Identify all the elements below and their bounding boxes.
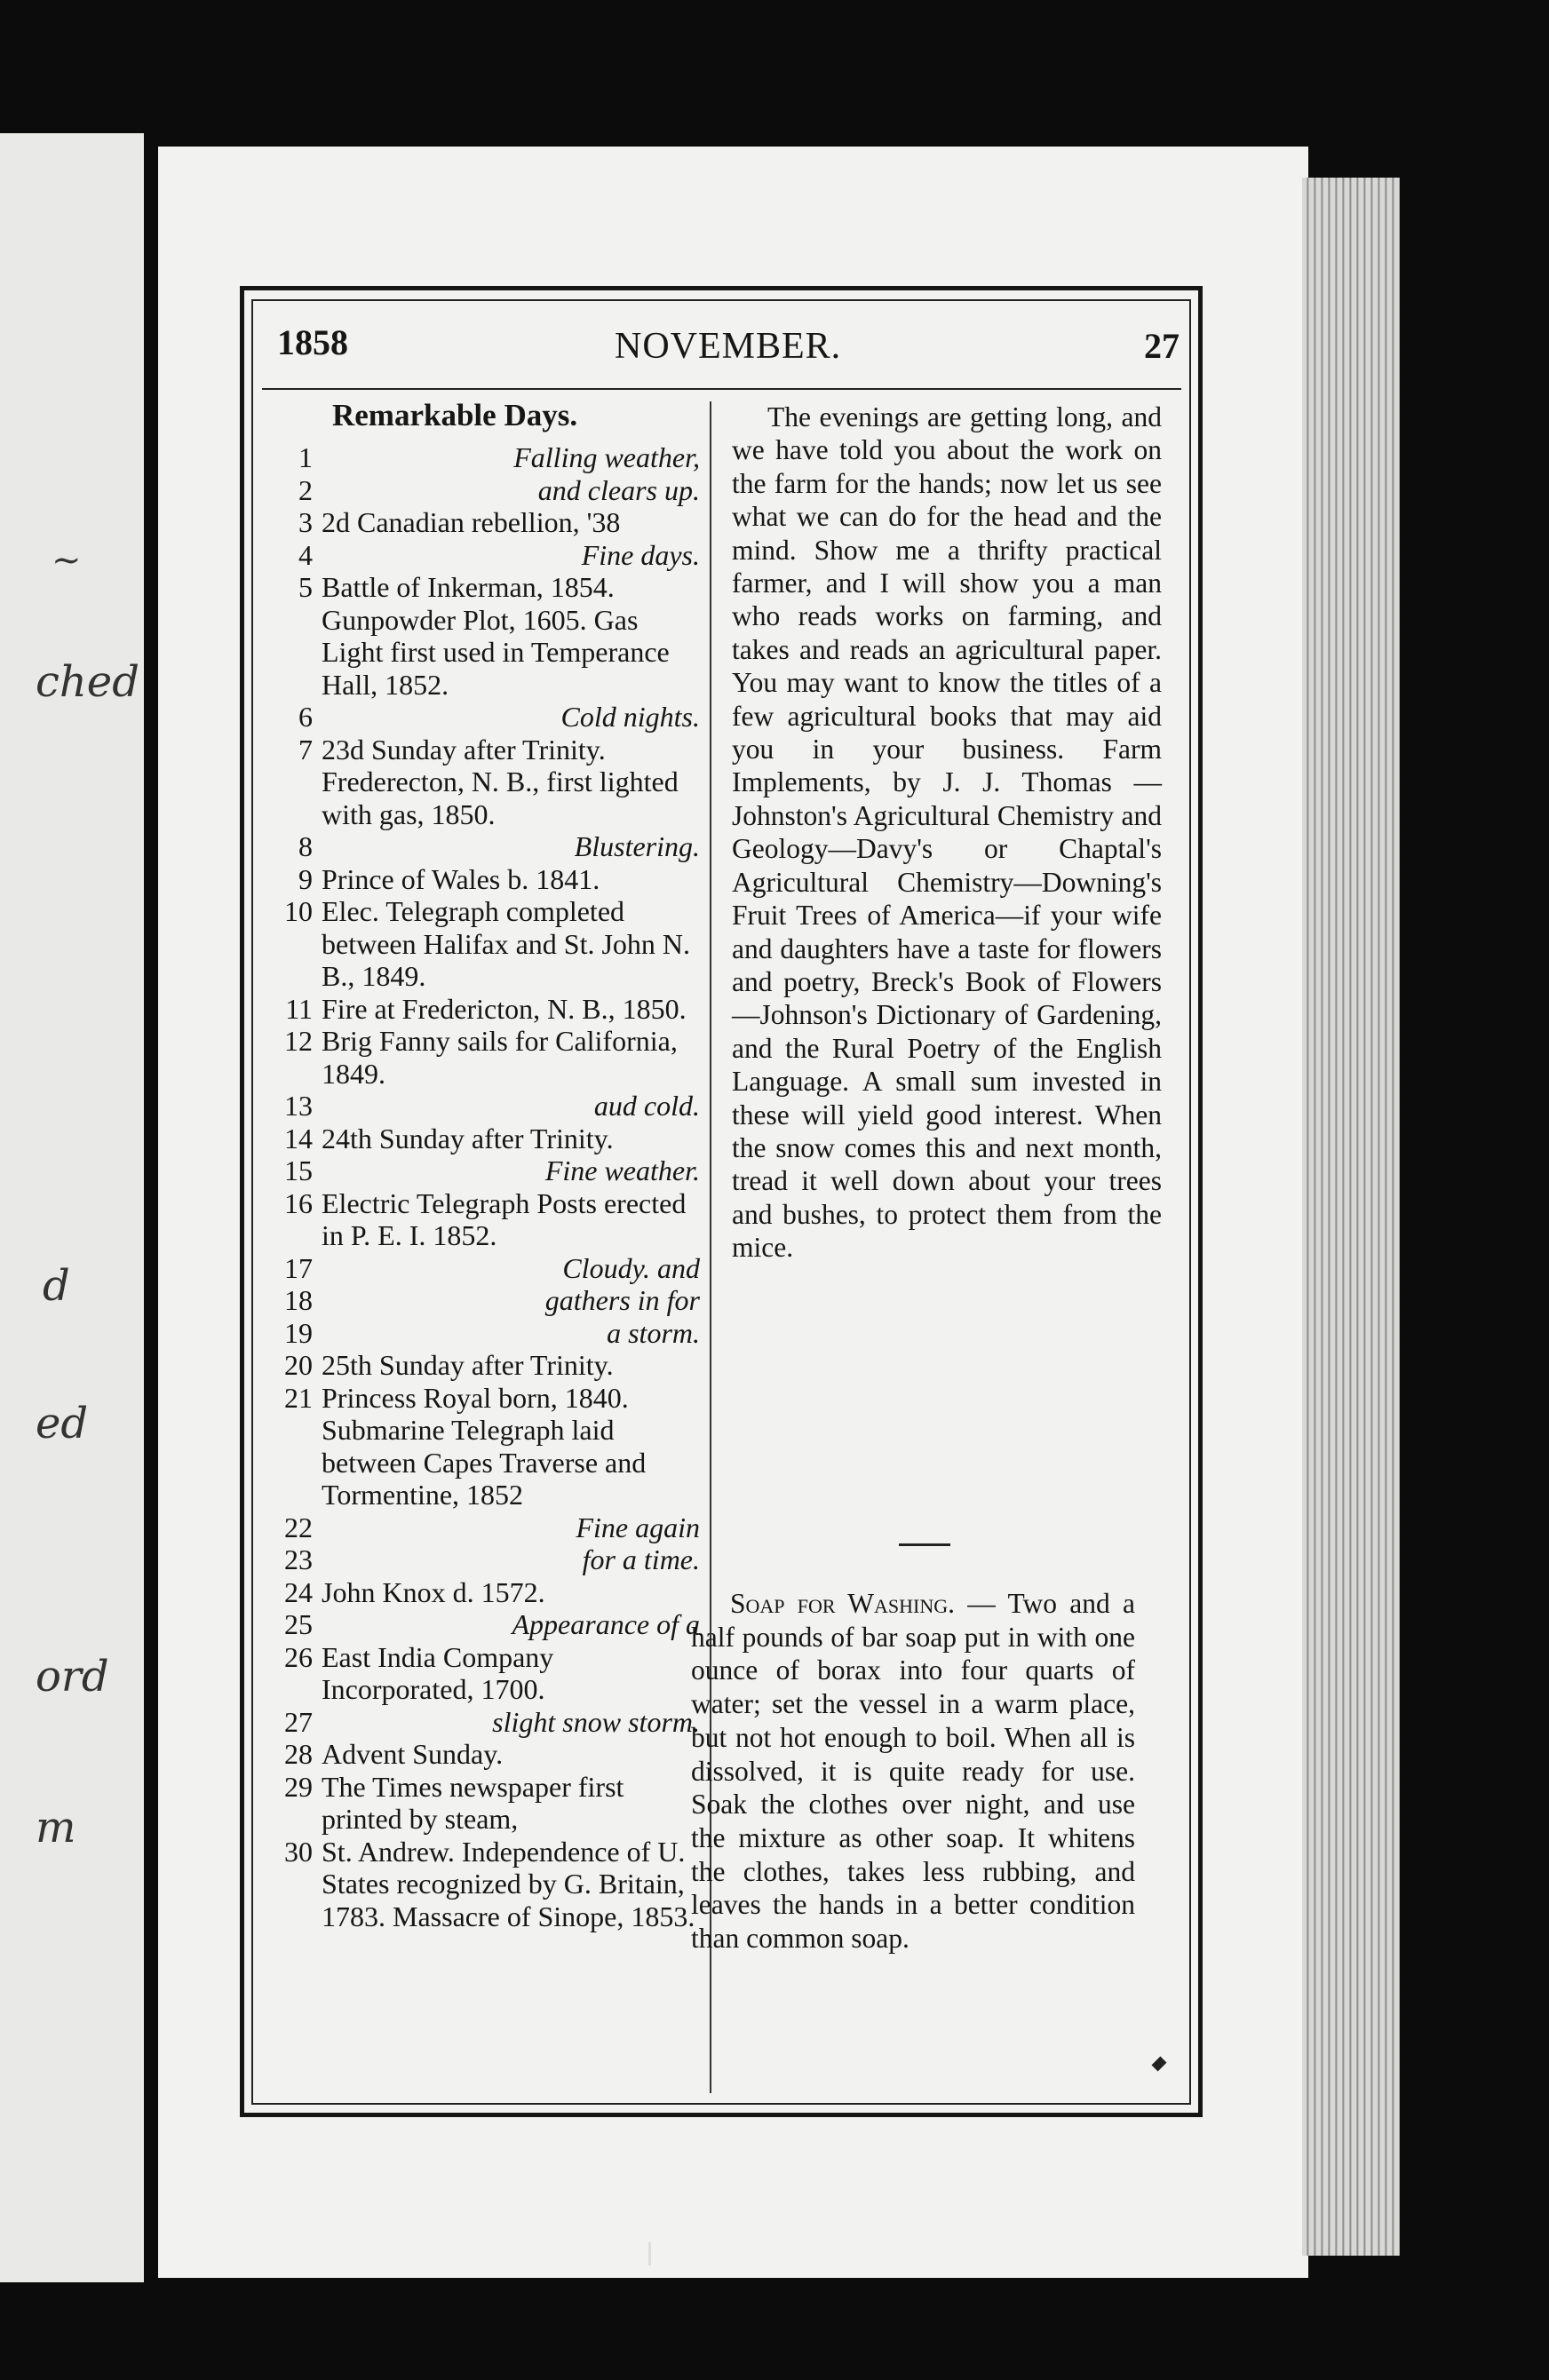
day-number: 25: [284, 1608, 313, 1640]
margin-speck: [648, 2242, 651, 2265]
day-entry: [256, 539, 700, 572]
day-entry: [256, 1511, 700, 1544]
day-entry: [256, 1608, 700, 1641]
day-entry: [256, 1025, 700, 1090]
day-entry: [256, 1317, 700, 1350]
day-number: 13: [284, 1090, 313, 1122]
day-entry: [256, 1123, 700, 1155]
day-entry: [256, 1090, 700, 1123]
day-entry: [256, 1187, 700, 1252]
day-event: Elec. Telegraph completed between Halifax and St. John N. B., 1849.: [322, 895, 691, 992]
day-event: Advent Sunday.: [322, 1738, 504, 1770]
day-number: 20: [284, 1349, 313, 1381]
weather-note: gathers in for: [544, 1284, 700, 1316]
facing-page: [0, 133, 144, 2282]
weather-note: Cloudy. and: [562, 1251, 700, 1284]
day-number: 27: [284, 1705, 313, 1738]
day-number: 23: [284, 1543, 313, 1575]
day-event: Prince of Wales b. 1841.: [322, 862, 600, 895]
days-list: [256, 441, 700, 1932]
day-number: 6: [298, 701, 313, 733]
day-event: East India Company Incorporated, 1700.: [322, 1640, 554, 1705]
day-number: 11: [285, 992, 313, 1025]
day-entry: [256, 734, 700, 831]
day-entry: [256, 1382, 700, 1511]
day-event: St. Andrew. Independence of U. States recognized by G. Britain, 1783. Massacre of Sinope, 1853.: [322, 1835, 695, 1932]
day-entry: [256, 701, 700, 734]
day-entry: [256, 1252, 700, 1285]
section-title: Remarkable Days.: [332, 398, 578, 432]
essay-paragraph: The evenings are getting long, and we have told you about the work on the farm for the hands; now let us see what we can do for the head and the mind. Show me a thrifty practical farmer, and I will show you a man who reads works on farming, and takes and reads an agricultural paper. You may want to know the titles of a few agricultural books that may aid you in your business. Farm Implements, by J. J. Thomas — Johnston's Agricultural Chemistry and Geology—Davy's or Chaptal's Agricultural Chemistry—Downing's Fruit Trees of America—if your wife and daughters have a taste for flowers and poetry, Breck's Book of Flowers—Johnson's Dictionary of Gardening, and the Rural Poetry of the English Language. A small sum invested in these will yield good interest. When the snow comes this and next month, tread it well down about your trees and bushes, to protect them from the mice.: [732, 401, 1162, 1264]
day-entry: [256, 830, 700, 863]
day-entry: [256, 993, 700, 1026]
day-number: 8: [298, 830, 313, 862]
day-entry: [256, 1284, 700, 1317]
handwriting-mark: ched: [36, 657, 139, 707]
day-entry: [256, 1543, 700, 1576]
day-number: 2: [298, 473, 313, 506]
essay-column: [732, 401, 1162, 1265]
day-event: John Knox d. 1572.: [322, 1575, 545, 1608]
weather-note: Cold nights.: [560, 701, 700, 733]
weather-note: Falling weather,: [513, 441, 700, 473]
day-event: Electric Telegraph Posts erected in P. E. I. 1852.: [322, 1186, 687, 1251]
day-event: 24th Sunday after Trinity.: [322, 1122, 614, 1154]
weather-note: Fine days.: [581, 538, 700, 571]
weather-note: a storm.: [607, 1316, 700, 1349]
day-number: 4: [298, 538, 313, 571]
day-entry: [256, 1738, 700, 1771]
day-entry: [256, 1154, 700, 1187]
day-event: Princess Royal born, 1840. Submarine Telegraph laid between Capes Traverse and Tormentine, 1852: [322, 1381, 647, 1511]
weather-note: slight snow storm.: [492, 1705, 700, 1738]
day-number: 1: [298, 441, 313, 473]
day-number: 14: [284, 1122, 313, 1154]
day-entry: [256, 441, 700, 474]
remarkable-days-column: [256, 388, 700, 1932]
handwriting-mark: ~: [52, 540, 82, 581]
page-header: [277, 321, 1180, 371]
day-number: 7: [298, 733, 313, 766]
section-separator: [899, 1543, 950, 1546]
day-entry: [256, 1576, 700, 1609]
day-number: 15: [284, 1154, 313, 1186]
handwriting-mark: ed: [36, 1399, 89, 1448]
day-event: Brig Fanny sails for California, 1849.: [322, 1025, 678, 1090]
handwriting-mark: d: [43, 1261, 70, 1311]
day-number: 28: [284, 1738, 313, 1770]
day-entry: [256, 571, 700, 701]
day-entry: [256, 1706, 700, 1739]
weather-note: Appearance of a: [512, 1608, 700, 1640]
day-event: 2d Canadian rebellion, '38: [322, 506, 621, 538]
handwriting-mark: ord: [36, 1652, 109, 1702]
day-number: 12: [284, 1025, 313, 1057]
day-entry: [256, 863, 700, 896]
weather-note: Fine weather.: [544, 1154, 700, 1186]
day-number: 29: [284, 1770, 313, 1803]
day-number: 26: [284, 1640, 313, 1673]
day-number: 10: [284, 895, 313, 927]
soap-heading: Soap for Washing.: [730, 1588, 956, 1619]
day-entry: [256, 474, 700, 507]
day-number: 17: [284, 1251, 313, 1284]
day-event: Battle of Inkerman, 1854. Gunpowder Plot, 1605. Gas Light first used in Temperance Hall, 1852.: [322, 571, 670, 701]
day-number: 9: [298, 862, 313, 895]
weather-note: and clears up.: [537, 473, 700, 506]
day-number: 19: [284, 1316, 313, 1349]
day-number: 30: [284, 1835, 313, 1868]
weather-note: Blustering.: [574, 830, 700, 862]
page-edges: [1302, 178, 1400, 2256]
day-number: 3: [298, 506, 313, 538]
day-number: 5: [298, 571, 313, 603]
day-number: 21: [284, 1381, 313, 1414]
header-year: 1858: [277, 322, 348, 362]
handwriting-mark: m: [36, 1803, 76, 1852]
day-event: 25th Sunday after Trinity.: [322, 1349, 614, 1381]
day-number: 18: [284, 1284, 313, 1316]
day-entry: [256, 1641, 700, 1706]
weather-note: aud cold.: [593, 1090, 700, 1122]
soap-text: — Two and a half pounds of bar soap put in with one ounce of borax into four quarts of water; set the vessel in a warm place, but not hot enough to boil. When all is dissolved, it is quite ready for use. Soak the clothes over night, and use the mixture as other soap. It whitens the clothes, takes less rubbing, and leaves the hands in a better condition than common soap.: [691, 1588, 1136, 1955]
day-entry: [256, 895, 700, 993]
day-event: Fire at Fredericton, N. B., 1850.: [322, 992, 687, 1025]
day-entry: [256, 1771, 700, 1836]
day-event: 23d Sunday after Trinity. Frederecton, N. B., first lighted with gas, 1850.: [322, 733, 679, 830]
soap-paragraph: [691, 1587, 1135, 1956]
day-event: The Times newspaper first printed by steam,: [322, 1770, 624, 1835]
weather-note: Fine again: [576, 1511, 700, 1543]
day-entry: [256, 1836, 700, 1933]
day-entry: [256, 506, 700, 539]
day-entry: [256, 1349, 700, 1382]
weather-note: for a time.: [582, 1543, 700, 1575]
day-number: 16: [284, 1186, 313, 1219]
header-month: NOVEMBER.: [615, 326, 842, 367]
day-number: 22: [284, 1511, 313, 1543]
page-number: 27: [1144, 326, 1180, 366]
day-number: 24: [284, 1575, 313, 1608]
